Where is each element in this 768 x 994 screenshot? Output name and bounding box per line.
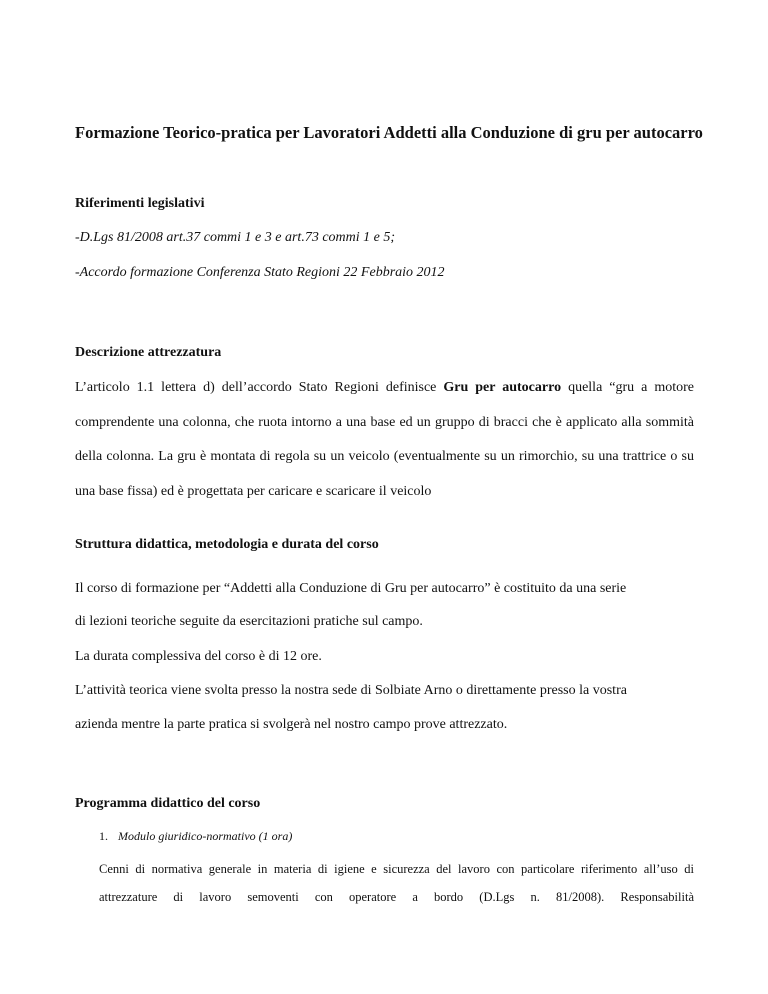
struttura-duration: La durata complessiva del corso è di 12 ore. — [75, 649, 322, 664]
struttura-text-line-1: Il corso di formazione per “Addetti alla Conduzione di Gru per autocarro” è costituito da una serie — [75, 581, 627, 596]
descrizione-term: Gru per autocarro — [443, 380, 562, 395]
struttura-location-line-2: azienda mentre la parte pratica si svolgerà nel nostro campo prove attrezzato. — [75, 717, 508, 732]
struttura-text-line-2: di lezioni teoriche seguite da esercitazioni pratiche sul campo. — [75, 614, 423, 629]
riferimento-item-1: -D.Lgs 81/2008 art.37 commi 1 e 3 e art.73 commi 1 e 5; — [75, 230, 396, 245]
module-1-title: Modulo giuridico-normativo (1 ora) — [118, 829, 293, 843]
document-title: Formazione Teorico-pratica per Lavoratori Addetti alla Conduzione di gru per autocarro — [75, 123, 703, 142]
riferimenti-heading: Riferimenti legislativi — [75, 196, 205, 211]
module-1-description: Cenni di normativa generale in materia di igiene e sicurezza del lavoro con particolare riferimento all’uso di attrezzature di lavoro semoventi con operatore a bordo (D.Lgs n. 81/2008). Responsabilità — [99, 862, 694, 904]
programma-heading: Programma didattico del corso — [75, 796, 261, 811]
struttura-location-line-1: L’attività teorica viene svolta presso la nostra sede di Solbiate Arno o direttamente presso la vostra — [75, 683, 627, 698]
riferimento-item-2: -Accordo formazione Conferenza Stato Regioni 22 Febbraio 2012 — [75, 265, 445, 280]
descrizione-text-start: L’articolo 1.1 lettera d) dell’accordo Stato Regioni definisce — [75, 380, 444, 395]
descrizione-text-end: quella “gru a motore comprendente una colonna, che ruota intorno a una base ed un gruppo di bracci che è applicato alla sommità della colonna. La gru è montata di regola su un veicolo (eventualmente su un rimorchio, su una trattrice o su una base fissa) ed è progettata per caricare e scaricare il veicolo — [75, 380, 695, 499]
struttura-heading: Struttura didattica, metodologia e durata del corso — [75, 537, 379, 552]
module-1-heading — [99, 829, 292, 844]
descrizione-heading: Descrizione attrezzatura — [75, 345, 222, 360]
module-1-number: 1. — [99, 829, 108, 843]
descrizione-paragraph — [75, 371, 694, 509]
